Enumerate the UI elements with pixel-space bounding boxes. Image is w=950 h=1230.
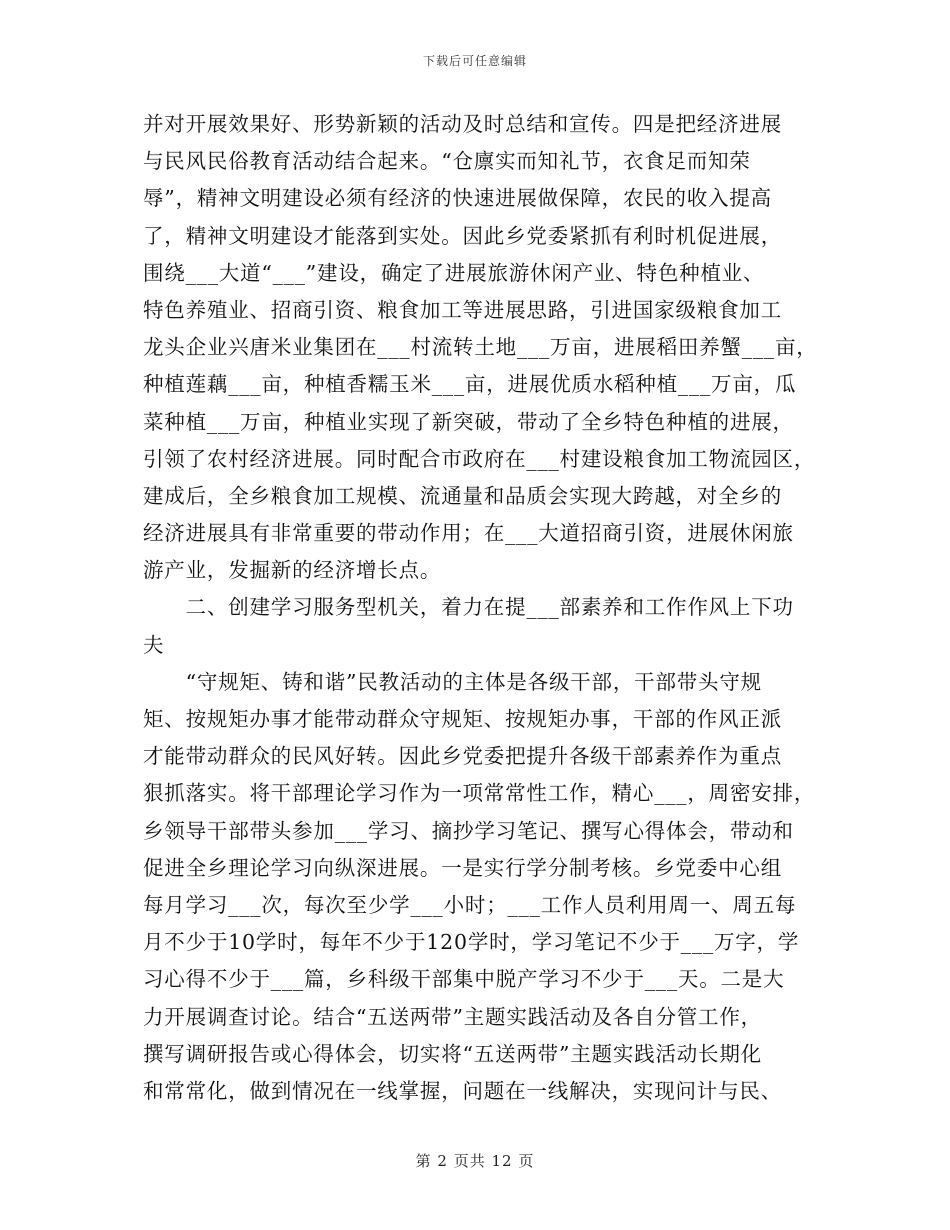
text-line: 月不少于10学时，每年不少于120学时，学习笔记不少于___万字，学 — [143, 930, 800, 955]
text-line: 与民风民俗教育活动结合起来。“仓廪实而知礼节，衣食足而知荣 — [143, 149, 751, 174]
text-line: 撰写调研报告或心得体会，切实将“五送两带”主题实践活动长期化 — [143, 1041, 762, 1066]
text-line: 菜种植___万亩，种植业实现了新突破，带动了全乡特色种植的进展， — [143, 409, 794, 434]
text-line: 种植莲藕___亩，种植香糯玉米___亩，进展优质水稻种植___万亩，瓜 — [143, 372, 797, 397]
text-line: 乡领导干部带头参加___学习、摘抄学习笔记、撰写心得体会，带动和 — [143, 818, 794, 843]
page-footer: 第 2 页共 12 页 — [415, 1152, 535, 1170]
text-line: 引领了农村经济进展。同时配合市政府在___村建设粮食加工物流园区， — [143, 446, 816, 471]
text-line: 并对开展效果好、形势新颖的活动及时总结和宣传。四是把经济进展 — [143, 112, 782, 136]
text-line: 特色养殖业、招商引资、粮食加工等进展思路，引进国家级粮食加工 — [143, 297, 782, 322]
text-line: 促进全乡理论学习向纵深进展。一是实行学分制考核。乡党委中心组 — [143, 855, 782, 880]
page-header: 下载后可任意编辑 — [422, 54, 527, 68]
text-line: 才能带动群众的民风好转。因此乡党委把提升各级干部素养作为重点 — [143, 744, 782, 769]
text-line: 经济进展具有非常重要的带动作用；在___大道招商引资，进展休闲旅 — [143, 521, 794, 546]
text-line: 狠抓落实。将干部理论学习作为一项常常性工作，精心___，周密安排， — [143, 781, 816, 806]
text-line: 围绕___大道“___”建设，确定了进展旅游休闲产业、特色种植业、 — [143, 260, 765, 285]
text-line: 每月学习___次，每次至少学___小时；___工作人员利用周一、周五每 — [143, 892, 797, 917]
text-line: 龙头企业兴唐米业集团在___村流转土地___万亩，进展稻田养蟹___亩， — [143, 335, 818, 360]
text-line: 辱”，精神文明建设必须有经济的快速进展做保障，农民的收入提高 — [143, 186, 772, 211]
document-body — [143, 106, 818, 1110]
text-line: 夫 — [143, 632, 165, 657]
text-line: 矩、按规矩办事才能带动群众守规矩、按规矩办事，干部的作风正派 — [143, 707, 782, 731]
text-line: “守规矩、铸和谐”民教活动的主体是各级干部，干部带头守规 — [143, 669, 762, 694]
text-line: 力开展调查讨论。结合“五送两带”主题实践活动及各自分管工作， — [143, 1004, 762, 1029]
text-line: 游产业，发掘新的经济增长点。 — [143, 558, 442, 583]
text-line: 建成后，全乡粮食加工规模、流通量和品质会实现大跨越，对全乡的 — [143, 483, 782, 508]
text-line: 和常常化，做到情况在一线掌握，问题在一线解决，实现问计与民、 — [143, 1078, 782, 1103]
text-line: 二、创建学习服务型机关，着力在提___部素养和工作作风上下功 — [143, 595, 794, 620]
text-line: 习心得不少于___篇，乡科级干部集中脱产学习不少于___天。二是大 — [143, 967, 785, 992]
text-line: 了，精神文明建设才能落到实处。因此乡党委紧抓有利时机促进展， — [143, 223, 782, 248]
